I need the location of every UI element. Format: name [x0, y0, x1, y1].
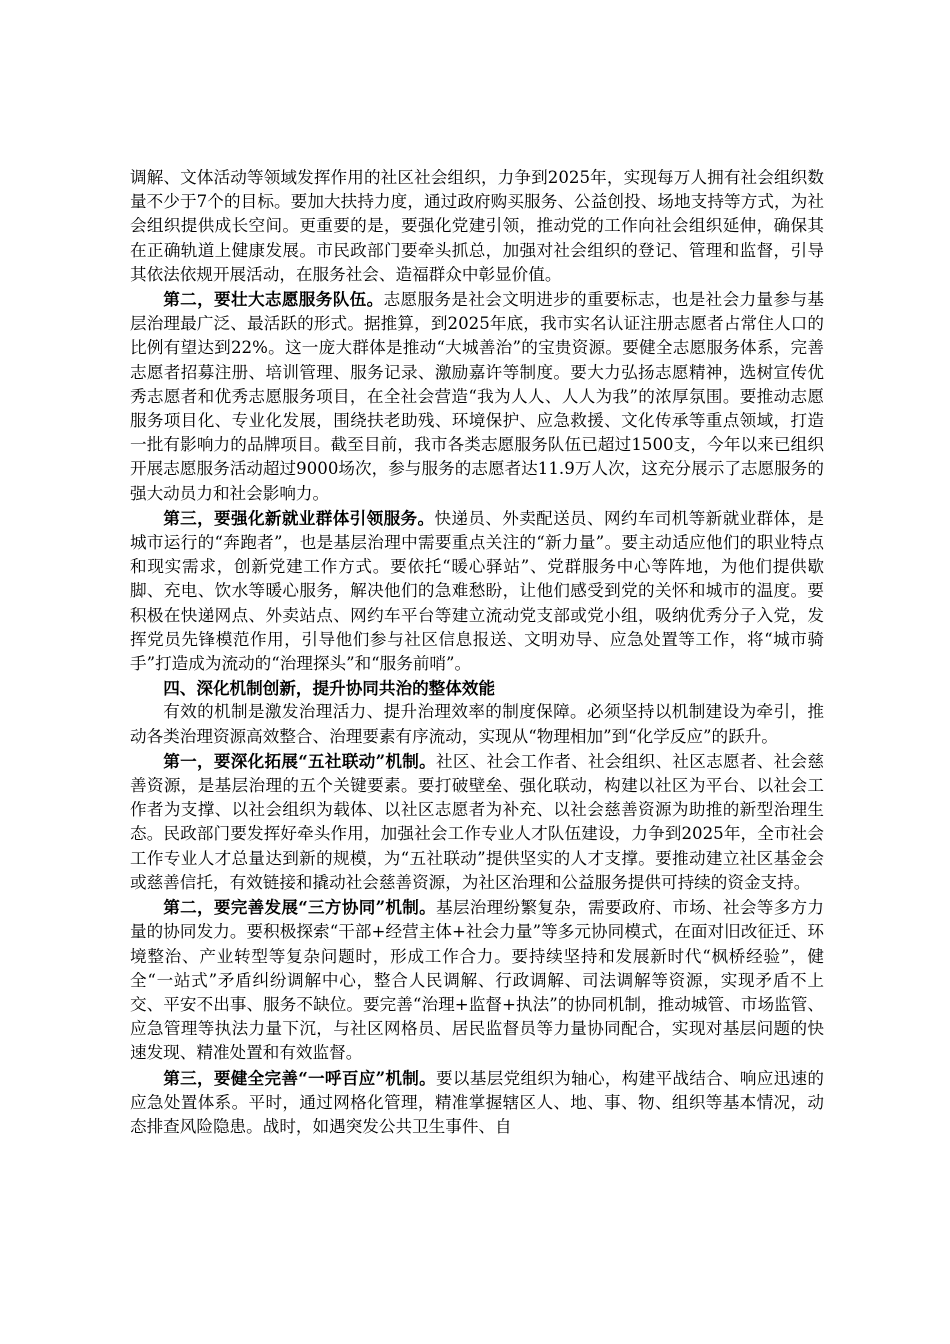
paragraph-text: 基层治理纷繁复杂，需要政府、市场、社会等多方力量的协同发力。要积极探索“干部+经营主体+社会力量”等多元协同模式，在面对旧改征迁、环境整治、产业转型等复杂问题时，形成工作合力。要持续坚持和发展新时代“枫桥经验”，健全“一站式”矛盾纠纷调解中心，整合人民调解、行政调解、司法调解等资源，实现矛盾不上交、平安不出事、服务不缺位。要完善“治理+监督+执法”的协同机制，推动城管、市场监管、应急管理等执法力量下沉，与社区网格员、居民监督员等力量协同配合，实现对基层问题的快速发现、精准处置和有效监督。: [130, 898, 824, 1063]
paragraph-text: 调解、文体活动等领域发挥作用的社区社会组织，力争到2025年，实现每万人拥有社会组织数量不少于7个的目标。要加大扶持力度，通过政府购买服务、公益创投、场地支持等方式，为社会组织提供成长空间。更重要的是，要强化党建引领，推动党的工作向社会组织延伸，确保其在正确轨道上健康发展。市民政部门要牵头抓总，加强对社会组织的登记、管理和监督，引导其依法依规开展活动，在服务社会、造福群众中彰显价值。: [130, 168, 824, 284]
paragraph-three-party-coordination: [130, 895, 824, 1065]
paragraph-text: 社区、社会工作者、社会组织、社区志愿者、社会慈善资源，是基层治理的五个关键要素。要打破壁垒、强化联动，构建以社区为平台、以社会工作者为支撑、以社会组织为载体、以社区志愿者为补充、以社会慈善资源为助推的新型治理生态。民政部门要发挥好牵头作用，加强社会工作专业人才队伍建设，力争到2025年，全市社会工作专业人才总量达到新的规模，为“五社联动”提供坚实的人才支撑。要推动建立社区基金会或慈善信托，有效链接和撬动社会慈善资源，为社区治理和公益服务提供可持续的资金支持。: [130, 751, 824, 892]
paragraph-text: 要以基层党组织为轴心，构建平战结合、响应迅速的应急处置体系。平时，通过网格化管理，精准掌握辖区人、地、事、物、组织等基本情况，动态排查风险隐患。战时，如遇突发公共卫生事件、自: [130, 1068, 824, 1136]
paragraph-lead: 第三，要强化新就业群体引领服务。: [163, 507, 435, 528]
paragraph-five-social-linkage: [130, 749, 824, 895]
section-heading: 四、深化机制创新，提升协同共治的整体效能: [163, 678, 496, 699]
paragraph-lead: 第一，要深化拓展“五社联动”机制。: [163, 750, 437, 771]
paragraph-one-call-response: [130, 1066, 824, 1140]
paragraph-text: 快递员、外卖配送员、网约车司机等新就业群体，是城市运行的“奔跑者”，也是基层治理中需要重点关注的“新力量”。要主动适应他们的职业特点和现实需求，创新党建工作方式。要依托“暖心驿站”、党群服务中心等阵地，为他们提供歇脚、充电、饮水等暖心服务，解决他们的急难愁盼，让他们感受到党的关怀和城市的温度。要积极在快递网点、外卖站点、网约车平台等建立流动党支部或党小组，吸纳优秀分子入党，发挥党员先锋模范作用，引导他们参与社区信息报送、文明劝导、应急处置等工作，将“城市骑手”打造成为流动的“治理探头”和“服务前哨”。: [130, 508, 824, 674]
paragraph-social-organizations: [130, 166, 824, 287]
paragraph-lead: 第三，要健全完善“一呼百应”机制。: [163, 1067, 437, 1088]
paragraph-new-employment-groups: [130, 506, 824, 676]
paragraph-lead: 第二，要壮大志愿服务队伍。: [163, 289, 384, 310]
paragraph-lead: 第二，要完善发展“三方协同”机制。: [163, 897, 437, 918]
paragraph-mechanism-intro: [130, 700, 824, 748]
paragraph-volunteer-service: [130, 287, 824, 506]
paragraph-text: 有效的机制是激发治理活力、提升治理效率的制度保障。必须坚持以机制建设为牵引，推动各类治理资源高效整合、治理要素有序流动，实现从“物理相加”到“化学反应”的跃升。: [130, 702, 824, 746]
paragraph-text: 志愿服务是社会文明进步的重要标志，也是社会力量参与基层治理最广泛、最活跃的形式。据推算，到2025年底，我市实名认证注册志愿者占常住人口的比例有望达到22%。这一庞大群体是推动“大城善治”的宝贵资源。要健全志愿服务体系，完善志愿者招募注册、培训管理、服务记录、激励嘉许等制度。要大力弘扬志愿精神，选树宣传优秀志愿者和优秀志愿服务项目，在全社会营造“我为人人、人人为我”的浓厚氛围。要推动志愿服务项目化、专业化发展，围绕扶老助残、环境保护、应急救援、文化传承等重点领域，打造一批有影响力的品牌项目。截至目前，我市各类志愿服务队伍已超过1500支，今年以来已组织开展志愿服务活动超过9000场次，参与服务的志愿者达11.9万人次，这充分展示了志愿服务的强大动员力和社会影响力。: [130, 290, 824, 503]
document-page: [130, 166, 824, 1139]
